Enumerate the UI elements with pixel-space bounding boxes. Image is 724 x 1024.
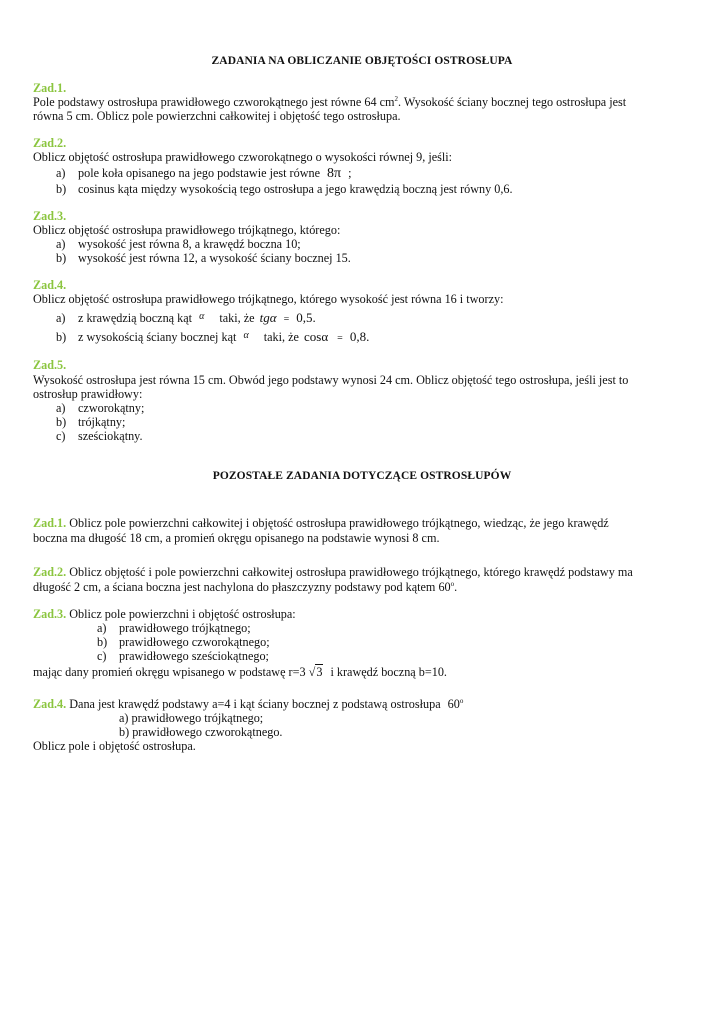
- task5-item-a: [56, 401, 144, 416]
- item-label: c): [56, 429, 66, 443]
- math-expression: cosα: [303, 329, 329, 344]
- task-label: Zad.1.: [33, 81, 67, 95]
- task2-heading: [33, 136, 66, 151]
- item-text: ;: [348, 166, 352, 180]
- s2-task1-line1: [33, 516, 609, 531]
- item-label: b): [56, 182, 67, 196]
- task-text: Oblicz objętość i pole powierzchni całkowitej ostrosłupa prawidłowego trójkątnego, którego krawędź podstawy ma: [69, 565, 633, 579]
- angle-value: 60: [447, 697, 460, 712]
- degree-symbol: o: [450, 580, 455, 588]
- task3-item-a: [56, 237, 301, 252]
- task3-intro: Oblicz objętość ostrosłupa prawidłowego trójkątnego, którego:: [33, 223, 341, 237]
- math-expression: 8π: [327, 166, 342, 181]
- math-value: 0,5.: [296, 310, 316, 325]
- item-text: czworokątny;: [78, 401, 145, 415]
- alpha-symbol: α: [243, 330, 249, 341]
- task4-heading: [33, 278, 66, 293]
- s2-task3-intro: [33, 607, 296, 622]
- item-label: b): [56, 415, 67, 429]
- item-text: pole koła opisanego na jego podstawie jest równe: [78, 166, 320, 180]
- item-text: wysokość jest równa 8, a krawędź boczna 10;: [78, 237, 301, 251]
- task-label: Zad.1.: [33, 516, 67, 530]
- task5-item-c: [56, 429, 143, 444]
- task-label: Zad.2.: [33, 565, 67, 579]
- item-label: a): [97, 621, 107, 635]
- task1-line2: równa 5 cm. Oblicz pole powierzchni całkowitej i objętość tego ostrosłupa.: [33, 109, 401, 123]
- sqrt-expression: √3: [308, 665, 323, 679]
- s2-task3-item-a: [97, 621, 251, 636]
- task1-heading: [33, 81, 66, 96]
- degree-symbol: o: [459, 697, 464, 705]
- task-label: Zad.3.: [33, 607, 67, 621]
- s2-task2-line1: [33, 565, 633, 580]
- item-label: a): [56, 237, 66, 251]
- task-text: długość 2 cm, a ściana boczna jest nachylona do płaszczyzny podstawy pod kątem 60: [33, 580, 451, 595]
- task-label: Zad.2.: [33, 136, 67, 150]
- task5-item-b: [56, 415, 125, 430]
- item-label: a): [56, 401, 66, 415]
- section2-title: POZOSTAŁE ZADANIA DOTYCZĄCE OSTROSŁUPÓW: [212, 470, 512, 482]
- task-text: Pole podstawy ostrosłupa prawidłowego czworokątnego jest równe 64 cm: [33, 95, 395, 110]
- item-label: b): [97, 635, 108, 649]
- task-text: mając dany promień okręgu wpisanego w podstawę r=3: [33, 665, 306, 679]
- item-text: z wysokością ściany bocznej kąt: [78, 330, 237, 344]
- task4-item-b: [56, 329, 369, 345]
- s2-task3-item-c: [97, 649, 269, 664]
- s2-task4-intro: [33, 697, 463, 712]
- task1-line1: [33, 95, 626, 110]
- s2-task1-line2: boczna ma długość 18 cm, a promień okręgu opisanego na podstawie wynosi 8 cm.: [33, 531, 440, 545]
- task2-item-a: [56, 166, 352, 182]
- item-label: b): [56, 251, 67, 265]
- math-value: 0,8.: [349, 329, 370, 344]
- item-text: taki, że: [219, 311, 255, 325]
- task-label: Zad.3.: [33, 209, 67, 223]
- task-text: Dana jest krawędź podstawy a=4 i kąt ściany bocznej z podstawą ostrosłupa: [69, 697, 441, 712]
- task4-intro: Oblicz objętość ostrosłupa prawidłowego trójkątnego, którego wysokość jest równa 16 i tworzy:: [33, 292, 504, 306]
- task3-item-b: [56, 251, 351, 266]
- item-text: prawidłowego sześciokątnego;: [119, 649, 269, 663]
- task2-intro: Oblicz objętość ostrosłupa prawidłowego czworokątnego o wysokości równej 9, jeśli:: [33, 150, 453, 164]
- section1-title: ZADANIA NA OBLICZANIE OBJĘTOŚCI OSTROSŁUPA: [211, 55, 513, 67]
- task2-item-b: [56, 182, 513, 197]
- item-text: cosinus kąta między wysokością tego ostrosłupa a jego krawędzią boczną jest równy 0,6.: [78, 182, 513, 196]
- s2-task2-line2: [33, 580, 457, 595]
- item-text: prawidłowego trójkątnego;: [119, 621, 251, 635]
- item-text: z krawędzią boczną kąt: [78, 311, 193, 325]
- sqrt-radicand: 3: [316, 665, 323, 679]
- s2-task3-item-b: [97, 635, 270, 650]
- equals-sign: =: [283, 314, 290, 325]
- item-text: wysokość jest równa 12, a wysokość ściany bocznej 15.: [78, 251, 351, 265]
- equals-sign: =: [337, 333, 343, 344]
- task-text: .: [454, 580, 458, 595]
- task-label: Zad.5.: [33, 358, 67, 372]
- task-text: Oblicz pole powierzchni całkowitej i objętość ostrosłupa prawidłowego trójkątnego, wiedząc, że jego krawędź: [69, 516, 609, 530]
- item-label: b): [56, 330, 67, 344]
- item-text: prawidłowego czworokątnego;: [119, 635, 270, 649]
- task-text: . Wysokość ściany bocznej tego ostrosłupa jest: [397, 95, 627, 110]
- item-text: trójkątny;: [78, 415, 126, 429]
- s2-task4-item-a: a) prawidłowego trójkątnego;: [119, 711, 264, 725]
- math-expression: tgα: [259, 310, 277, 325]
- task5-line2: ostrosłup prawidłowy:: [33, 387, 143, 401]
- task3-heading: [33, 209, 66, 224]
- task5-heading: [33, 358, 66, 373]
- superscript: 2: [394, 95, 398, 103]
- task4-item-a: [56, 310, 316, 326]
- s2-task4-tail: Oblicz pole i objętość ostrosłupa.: [33, 739, 196, 753]
- task-text: Oblicz pole powierzchni i objętość ostrosłupa:: [69, 607, 296, 621]
- item-label: c): [97, 649, 107, 663]
- task-label: Zad.4.: [33, 697, 67, 712]
- task-text: i krawędź boczną b=10.: [330, 665, 447, 679]
- s2-task4-item-b: b) prawidłowego czworokątnego.: [119, 725, 283, 739]
- alpha-symbol: α: [199, 311, 205, 322]
- item-text: sześciokątny.: [78, 429, 143, 443]
- item-text: taki, że: [263, 330, 299, 344]
- item-label: a): [56, 311, 66, 325]
- s2-task3-tail: [33, 665, 447, 680]
- item-label: a): [56, 166, 66, 180]
- task-label: Zad.4.: [33, 278, 67, 292]
- task5-line1: Wysokość ostrosłupa jest równa 15 cm. Obwód jego podstawy wynosi 24 cm. Oblicz objętość tego ostrosłupa, jeśli jest to: [33, 373, 629, 387]
